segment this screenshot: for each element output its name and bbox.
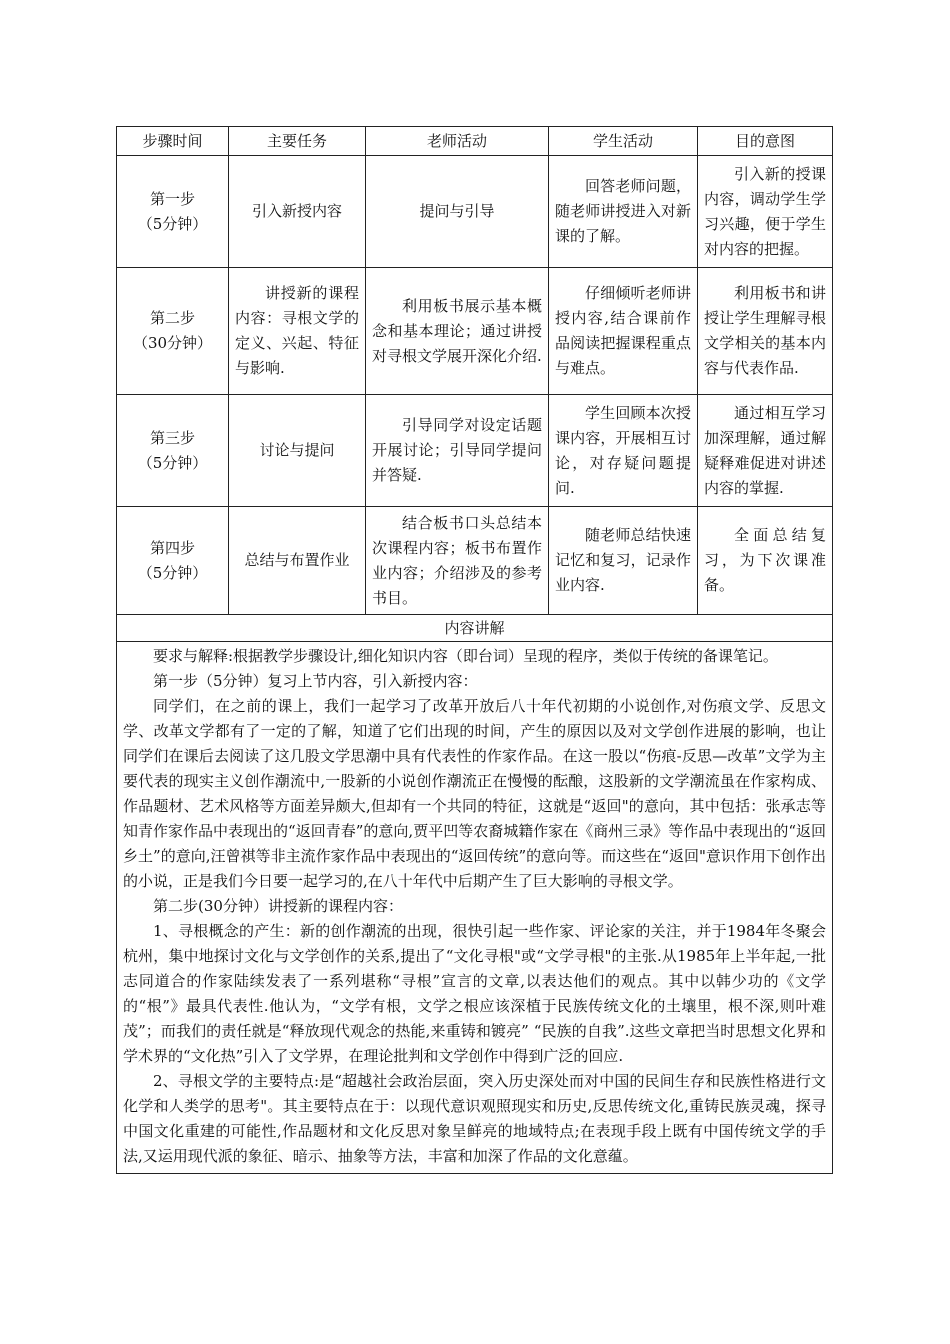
step-label: 第三步: [149, 428, 195, 447]
table-row: [117, 268, 833, 395]
step-time-cell: [117, 268, 229, 395]
purpose-cell: 引入新的授课内容，调动学生学习兴趣，便于学生对内容的把握。: [698, 156, 833, 268]
requirement-paragraph: 要求与解释:根据教学步骤设计,细化知识内容（即台词）呈现的程序，类似于传统的备课笔记。: [153, 647, 778, 665]
header-purpose: 目的意图: [698, 127, 833, 156]
step-duration: （30分钟）: [132, 334, 213, 352]
purpose-cell: 全面总结复习，为下次课准备。: [698, 507, 833, 615]
task-cell: 引入新授内容: [229, 156, 366, 268]
step-time-cell: [117, 395, 229, 507]
root-concept-paragraph: 1、寻根概念的产生：新的创作潮流的出现，很快引起一些作家、评论家的关注，并于1984年冬聚会杭州，集中地探讨文化与文学创作的关系,提出了“文化寻根"或“文学寻根"的主张.从1985年上半年起,一批志同道合的作家陆续发表了一系列堪称“寻根”宣言的文章,以表达他们的观点。其中以韩少功的《文学的“根”》最具代表性.他认为，“文学有根，文学之根应该深植于民族传统文化的土壤里，根不深,则叶难茂”；而我们的责任就是“释放现代观念的热能,来重铸和镀亮” “民族的自我”.这些文章把当时思想文化界和学术界的“文化热”引入了文学界，在理论批判和文学创作中得到广泛的回应.: [123, 922, 826, 1065]
step-two-heading: 第二步(30分钟）讲授新的课程内容：: [153, 897, 403, 915]
root-features-paragraph: 2、寻根文学的主要特点:是“超越社会政治层面，突入历史深处而对中国的民间生存和民族性格进行文化学和人类学的思考"。其主要特点在于：以现代意识观照现实和历史,反思传统文化,重铸民族灵魂，探寻中国文化重建的可能性,作品题材和文化反思对象呈鲜亮的地域特点;在表现手段上既有中国传统文学的手法,又运用现代派的象征、暗示、抽象等方法，丰富和加深了作品的文化意蕴。: [123, 1072, 826, 1165]
teaching-plan-table: [116, 126, 833, 1174]
document-page: [116, 126, 832, 1174]
step-time-cell: [117, 507, 229, 615]
step-label: 第二步: [149, 309, 195, 327]
step-duration: （5分钟）: [137, 563, 208, 582]
step-time-cell: [117, 156, 229, 268]
table-row: [117, 507, 833, 615]
step-duration: （5分钟）: [137, 214, 208, 233]
teacher-activity-cell: 提问与引导: [366, 156, 549, 268]
step-one-heading: 第一步（5分钟）复习上节内容，引入新授内容：: [153, 672, 478, 690]
step-one-paragraph: 同学们，在之前的课上，我们一起学习了改革开放后八十年代初期的小说创作,对伤痕文学、反思文学、改革文学都有了一定的了解，知道了它们出现的时间，产生的原因以及对文学创作进展的影响，也让同学们在课后去阅读了这几股文学思潮中具有代表性的作家作品。在这一股以“伤痕-反思—改革”文学为主要代表的现实主义创作潮流中,一股新的小说创作潮流正在慢慢的酝酿，这股新的文学潮流虽在作家构成、作品题材、艺术风格等方面差异颇大,但却有一个共同的特征，这就是“返回"的意向，其中包括：张承志等知青作家作品中表现出的“返回青春”的意向,贾平凹等农裔城籍作家在《商州三录》等作品中表现出的“返回乡土”的意向,汪曾祺等非主流作家作品中表现出的“返回传统”的意向等。而这些在“返回"意识作用下创作出的小说，正是我们今日要一起学习的,在八十年代中后期产生了巨大影响的寻根文学。: [123, 697, 826, 890]
student-activity-cell: 回答老师问题，随老师讲授进入对新课的了解。: [549, 156, 698, 268]
header-step-time: 步骤时间: [117, 127, 229, 156]
content-row: [117, 642, 833, 1174]
table-header-row: [117, 127, 833, 156]
step-label: 第一步: [149, 189, 195, 208]
student-activity-cell: 仔细倾听老师讲授内容,结合课前作品阅读把握课程重点与难点。: [549, 268, 698, 395]
content-body: [117, 642, 833, 1174]
task-cell: 讲授新的课程内容：寻根文学的定义、兴起、特征与影响.: [229, 268, 366, 395]
teacher-activity-cell: 结合板书口头总结本次课程内容；板书布置作业内容；介绍涉及的参考书目。: [366, 507, 549, 615]
task-cell: 讨论与提问: [229, 395, 366, 507]
section-title-row: [117, 615, 833, 642]
task-cell: 总结与布置作业: [229, 507, 366, 615]
header-student-activity: 学生活动: [549, 127, 698, 156]
teacher-activity-cell: 利用板书展示基本概念和基本理论；通过讲授对寻根文学展开深化介绍.: [366, 268, 549, 395]
header-main-task: 主要任务: [229, 127, 366, 156]
teacher-activity-cell: 引导同学对设定话题开展讨论；引导同学提问并答疑.: [366, 395, 549, 507]
student-activity-cell: 随老师总结快速记忆和复习，记录作业内容.: [549, 507, 698, 615]
student-activity-cell: 学生回顾本次授课内容，开展相互讨论，对存疑问题提问.: [549, 395, 698, 507]
purpose-cell: 通过相互学习加深理解，通过解疑释难促进对讲述内容的掌握.: [698, 395, 833, 507]
table-row: [117, 395, 833, 507]
purpose-cell: 利用板书和讲授让学生理解寻根文学相关的基本内容与代表作品.: [698, 268, 833, 395]
step-label: 第四步: [149, 538, 195, 557]
step-duration: （5分钟）: [137, 453, 208, 472]
header-teacher-activity: 老师活动: [366, 127, 549, 156]
section-title: 内容讲解: [117, 615, 833, 642]
table-row: [117, 156, 833, 268]
